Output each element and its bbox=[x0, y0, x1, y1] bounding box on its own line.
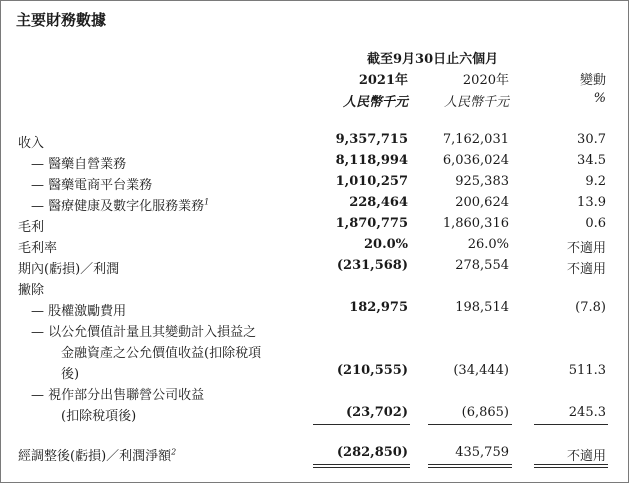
row-gross-margin-2021: 20.0% bbox=[363, 237, 408, 252]
row-health-digital-change: 13.9 bbox=[577, 195, 606, 210]
row-revenue-change: 30.7 bbox=[577, 132, 606, 147]
row-disposal-gain-2021: (23,702) bbox=[345, 405, 408, 420]
row-disposal-gain-2020: (6,865) bbox=[461, 405, 509, 420]
footnote-marker: 2 bbox=[171, 447, 177, 457]
col-2021-unit: 人民幣千元 bbox=[342, 95, 408, 110]
row-share-incentive-label: — 股權激勵費用 bbox=[31, 304, 127, 319]
row-gross-profit-2021: 1,870,775 bbox=[335, 216, 408, 231]
col-change-unit: % bbox=[593, 91, 606, 106]
row-share-incentive-2020: 198,514 bbox=[455, 300, 509, 315]
row-gross-profit-change: 0.6 bbox=[585, 216, 606, 231]
row-fair-value-label-3: 後) bbox=[61, 367, 80, 382]
row-period-profit-label: 期內(虧損)／利潤 bbox=[18, 262, 120, 277]
rule-2020-double-bottom bbox=[428, 467, 512, 468]
rule-2021-double-top bbox=[313, 464, 410, 465]
rule-2020-single bbox=[428, 424, 512, 425]
row-disposal-gain-label-2: (扣除稅項後) bbox=[61, 409, 137, 424]
col-2020-unit: 人民幣千元 bbox=[443, 95, 509, 110]
row-adjusted-net-change: 不適用 bbox=[566, 449, 606, 464]
row-revenue-2020: 7,162,031 bbox=[442, 132, 509, 147]
row-gross-margin-2020: 26.0% bbox=[467, 237, 509, 252]
row-gross-margin-change: 不適用 bbox=[566, 241, 606, 256]
rule-2020-double-top bbox=[428, 464, 512, 465]
row-fair-value-label-2: 金融資產之公允價值收益(扣除稅項 bbox=[61, 346, 262, 361]
row-period-profit-2020: 278,554 bbox=[455, 258, 509, 273]
row-period-profit-2021: (231,568) bbox=[336, 258, 408, 273]
row-share-incentive-2021: 182,975 bbox=[349, 300, 408, 315]
rule-change-single bbox=[534, 424, 608, 425]
col-2021-year: 2021年 bbox=[358, 73, 408, 88]
row-gross-profit-2020: 1,860,316 bbox=[442, 216, 509, 231]
rule-2021-single bbox=[313, 424, 410, 425]
row-pharma-self-label: — 醫藥自營業務 bbox=[31, 157, 127, 172]
row-ecommerce-change: 9.2 bbox=[585, 174, 606, 189]
row-gross-margin-label: 毛利率 bbox=[18, 241, 58, 256]
rule-change-double-bottom bbox=[534, 467, 608, 468]
row-adjusted-net-2020: 435,759 bbox=[455, 445, 509, 460]
row-exclude-label: 撇除 bbox=[18, 283, 45, 298]
row-pharma-self-change: 34.5 bbox=[577, 153, 606, 168]
rule-change-double-top bbox=[534, 464, 608, 465]
row-revenue-label: 收入 bbox=[18, 136, 45, 151]
row-ecommerce-2020: 925,383 bbox=[455, 174, 509, 189]
row-pharma-self-2021: 8,118,994 bbox=[335, 153, 408, 168]
row-disposal-gain-label-1: — 視作部分出售聯營公司收益 bbox=[31, 388, 205, 403]
row-period-profit-change: 不適用 bbox=[566, 262, 606, 277]
row-share-incentive-change: (7.8) bbox=[575, 300, 606, 315]
row-health-digital-2021: 228,464 bbox=[349, 195, 408, 210]
row-fair-value-label-1: — 以公允價值計量且其變動計入損益之 bbox=[31, 325, 257, 340]
row-revenue-2021: 9,357,715 bbox=[335, 132, 408, 147]
row-adjusted-net-label: 經調整後(虧損)／利潤淨額$^2$ bbox=[18, 447, 177, 464]
row-health-digital-label: — 醫療健康及數字化服務業務$^1$ bbox=[31, 197, 210, 214]
row-health-digital-2020: 200,624 bbox=[455, 195, 509, 210]
row-fair-value-change: 511.3 bbox=[568, 363, 606, 378]
row-disposal-gain-change: 245.3 bbox=[568, 405, 606, 420]
footnote-marker: 1 bbox=[204, 197, 210, 207]
row-fair-value-2021: (210,555) bbox=[336, 363, 408, 378]
row-adjusted-net-2021: (282,850) bbox=[336, 445, 408, 460]
period-header: 截至9月30日止六個月 bbox=[367, 52, 499, 67]
section-title: 主要財務數據 bbox=[16, 11, 107, 29]
row-pharma-self-2020: 6,036,024 bbox=[442, 153, 509, 168]
row-ecommerce-label: — 醫藥電商平台業務 bbox=[31, 178, 153, 193]
row-fair-value-2020: (34,444) bbox=[453, 363, 509, 378]
col-change-label: 變動 bbox=[579, 73, 606, 88]
row-ecommerce-2021: 1,010,257 bbox=[335, 174, 408, 189]
rule-2021-double-bottom bbox=[313, 467, 410, 468]
col-2020-year: 2020年 bbox=[462, 73, 509, 88]
row-gross-profit-label: 毛利 bbox=[18, 220, 45, 235]
